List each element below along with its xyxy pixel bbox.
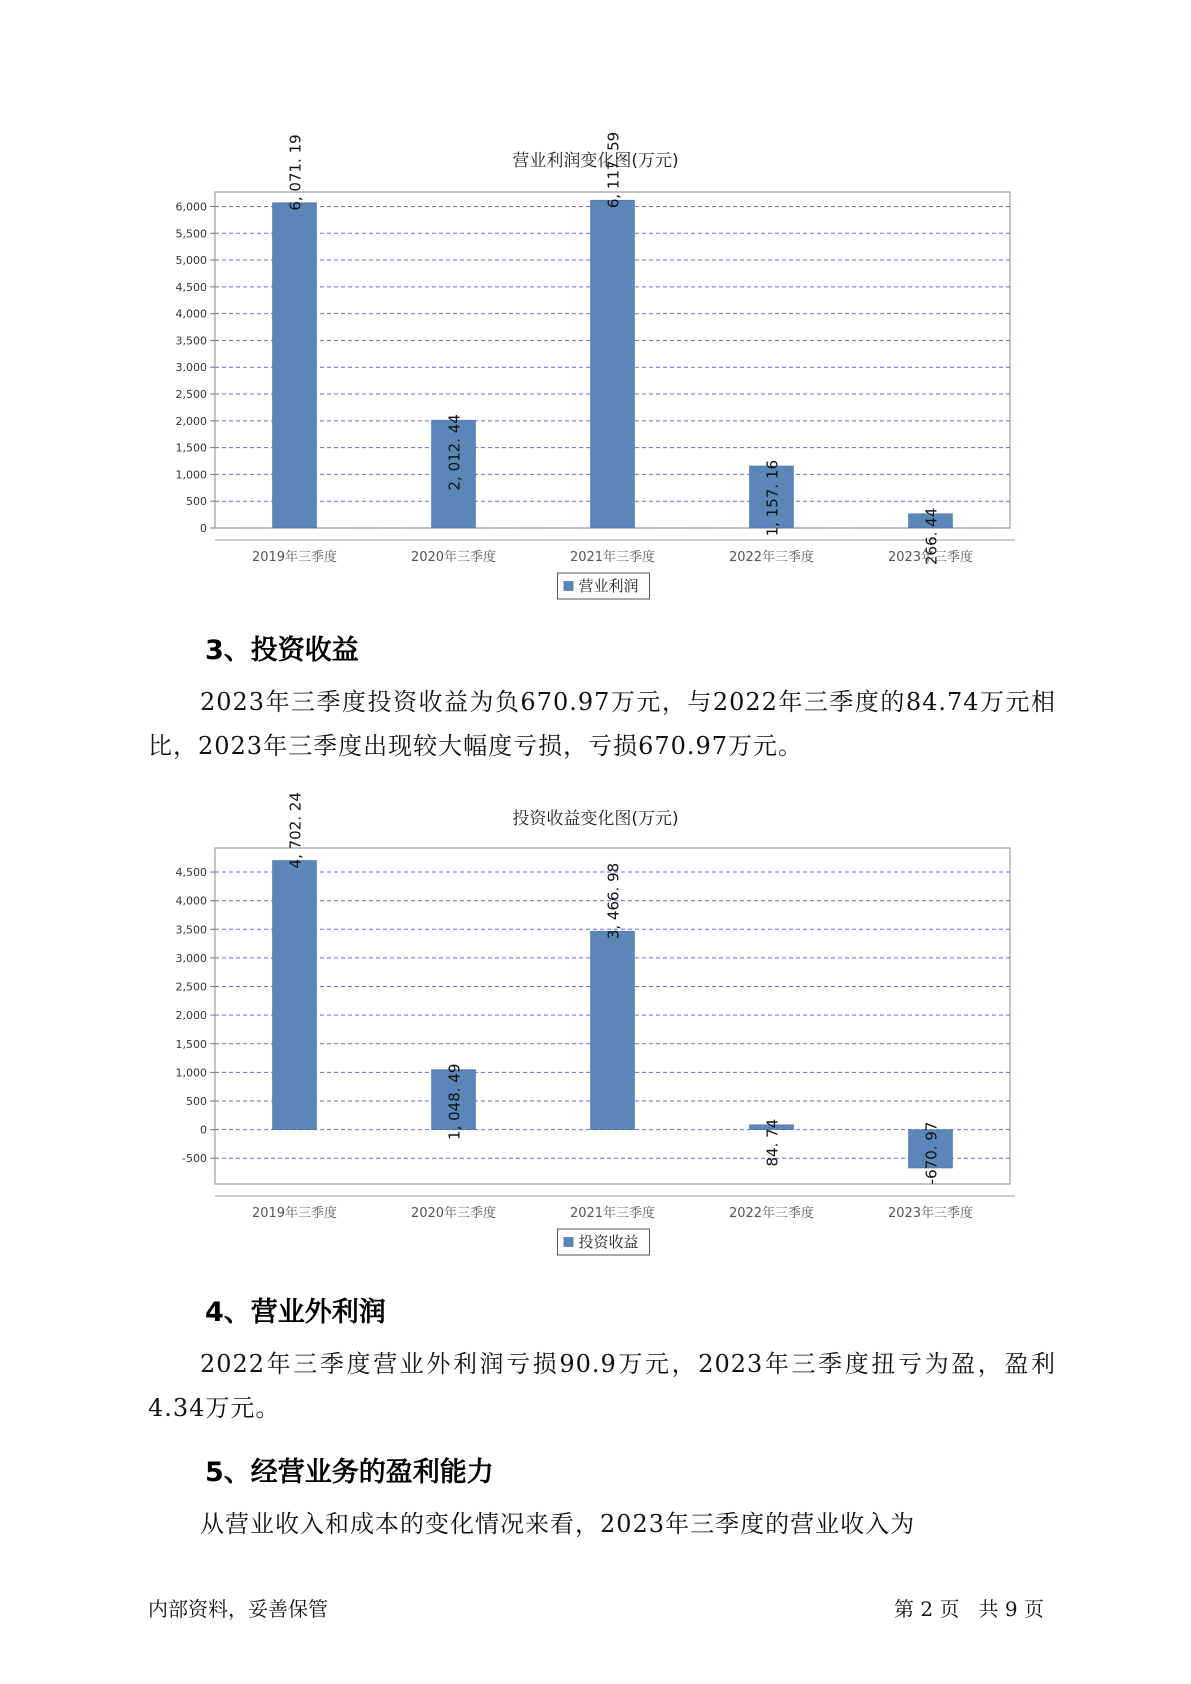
y-tick-label: 0 bbox=[200, 1123, 207, 1137]
x-category-label: 2021年三季度 bbox=[569, 550, 656, 565]
paragraph-non-operating-profit: 2022年三季度营业外利润亏损90.9万元，2023年三季度扭亏为盈，盈利4.34万元。 bbox=[148, 1350, 1056, 1422]
y-tick-label: 500 bbox=[186, 495, 207, 509]
y-tick-label: -500 bbox=[182, 1152, 207, 1166]
bar-value-label: 6, 071. 19 bbox=[286, 134, 305, 211]
x-category-label: 2020年三季度 bbox=[410, 1206, 497, 1221]
legend-label: 投资收益 bbox=[578, 1233, 639, 1251]
x-category-label: 2023年三季度 bbox=[887, 550, 974, 565]
x-category-label: 2020年三季度 bbox=[410, 550, 497, 565]
bar bbox=[591, 931, 635, 1129]
x-category-label: 2023年三季度 bbox=[887, 1206, 974, 1221]
bar-value-label: 2, 012. 44 bbox=[445, 414, 464, 491]
paragraph-investment-income: 2023年三季度投资收益为负670.97万元，与2022年三季度的84.74万元相比，2023年三季度出现较大幅度亏损，亏损670.97万元。 bbox=[148, 688, 1056, 760]
y-tick-label: 2,000 bbox=[175, 1009, 207, 1023]
footer-confidential-note: 内部资料，妥善保管 bbox=[148, 1597, 328, 1621]
legend-swatch bbox=[564, 1237, 574, 1247]
x-category-label: 2021年三季度 bbox=[569, 1206, 656, 1221]
bar-value-label: 1, 048. 49 bbox=[445, 1063, 464, 1140]
section-heading-non-operating-profit: 4、营业外利润 bbox=[205, 1297, 386, 1328]
y-tick-label: 3,500 bbox=[175, 923, 207, 937]
bar-value-label: 266. 44 bbox=[922, 507, 941, 565]
bar-value-label: 6, 117. 59 bbox=[604, 131, 623, 209]
chart-title-investment-income: 投资收益变化图(万元) bbox=[512, 809, 679, 829]
y-tick-label: 4,000 bbox=[175, 307, 207, 321]
paragraph-business-profitability: 从营业收入和成本的变化情况来看，2023年三季度的营业收入为 bbox=[200, 1510, 916, 1538]
legend-swatch bbox=[564, 581, 574, 591]
y-tick-label: 4,000 bbox=[175, 894, 207, 908]
legend-label: 营业利润 bbox=[578, 577, 639, 595]
y-tick-label: 4,500 bbox=[175, 280, 207, 294]
bar-value-label: 1, 157. 16 bbox=[763, 459, 782, 537]
y-tick-label: 3,000 bbox=[175, 361, 207, 375]
y-tick-label: 2,500 bbox=[175, 388, 207, 402]
bar-value-label: -670. 97 bbox=[922, 1121, 941, 1185]
bar-value-label: 4, 702. 24 bbox=[286, 792, 305, 869]
y-tick-label: 1,000 bbox=[175, 468, 207, 482]
bar bbox=[273, 203, 317, 528]
x-category-label: 2022年三季度 bbox=[728, 1206, 815, 1221]
y-tick-label: 1,500 bbox=[175, 441, 207, 455]
bar-value-label: 3, 466. 98 bbox=[604, 862, 623, 940]
x-category-label: 2022年三季度 bbox=[728, 550, 815, 565]
x-category-label: 2019年三季度 bbox=[251, 1206, 338, 1221]
y-tick-label: 3,500 bbox=[175, 334, 207, 348]
chart-title-operating-profit: 营业利润变化图(万元) bbox=[512, 151, 679, 171]
footer-page-number: 第 2 页 共 9 页 bbox=[894, 1597, 1044, 1621]
bar bbox=[591, 200, 635, 528]
y-tick-label: 1,500 bbox=[175, 1037, 207, 1051]
y-tick-label: 500 bbox=[186, 1095, 207, 1109]
y-tick-label: 2,500 bbox=[175, 980, 207, 994]
y-tick-label: 1,000 bbox=[175, 1066, 207, 1080]
section-heading-investment-income: 3、投资收益 bbox=[205, 635, 359, 666]
section-heading-business-profitability: 5、经营业务的盈利能力 bbox=[205, 1457, 494, 1488]
bar-value-label: 84. 74 bbox=[763, 1118, 782, 1167]
y-tick-label: 2,000 bbox=[175, 414, 207, 428]
bar bbox=[273, 860, 317, 1129]
y-tick-label: 4,500 bbox=[175, 866, 207, 880]
y-tick-label: 5,500 bbox=[175, 227, 207, 241]
y-tick-label: 0 bbox=[200, 522, 207, 535]
y-tick-label: 6,000 bbox=[175, 200, 207, 214]
y-tick-label: 5,000 bbox=[175, 254, 207, 268]
x-category-label: 2019年三季度 bbox=[251, 550, 338, 565]
y-tick-label: 3,000 bbox=[175, 951, 207, 965]
